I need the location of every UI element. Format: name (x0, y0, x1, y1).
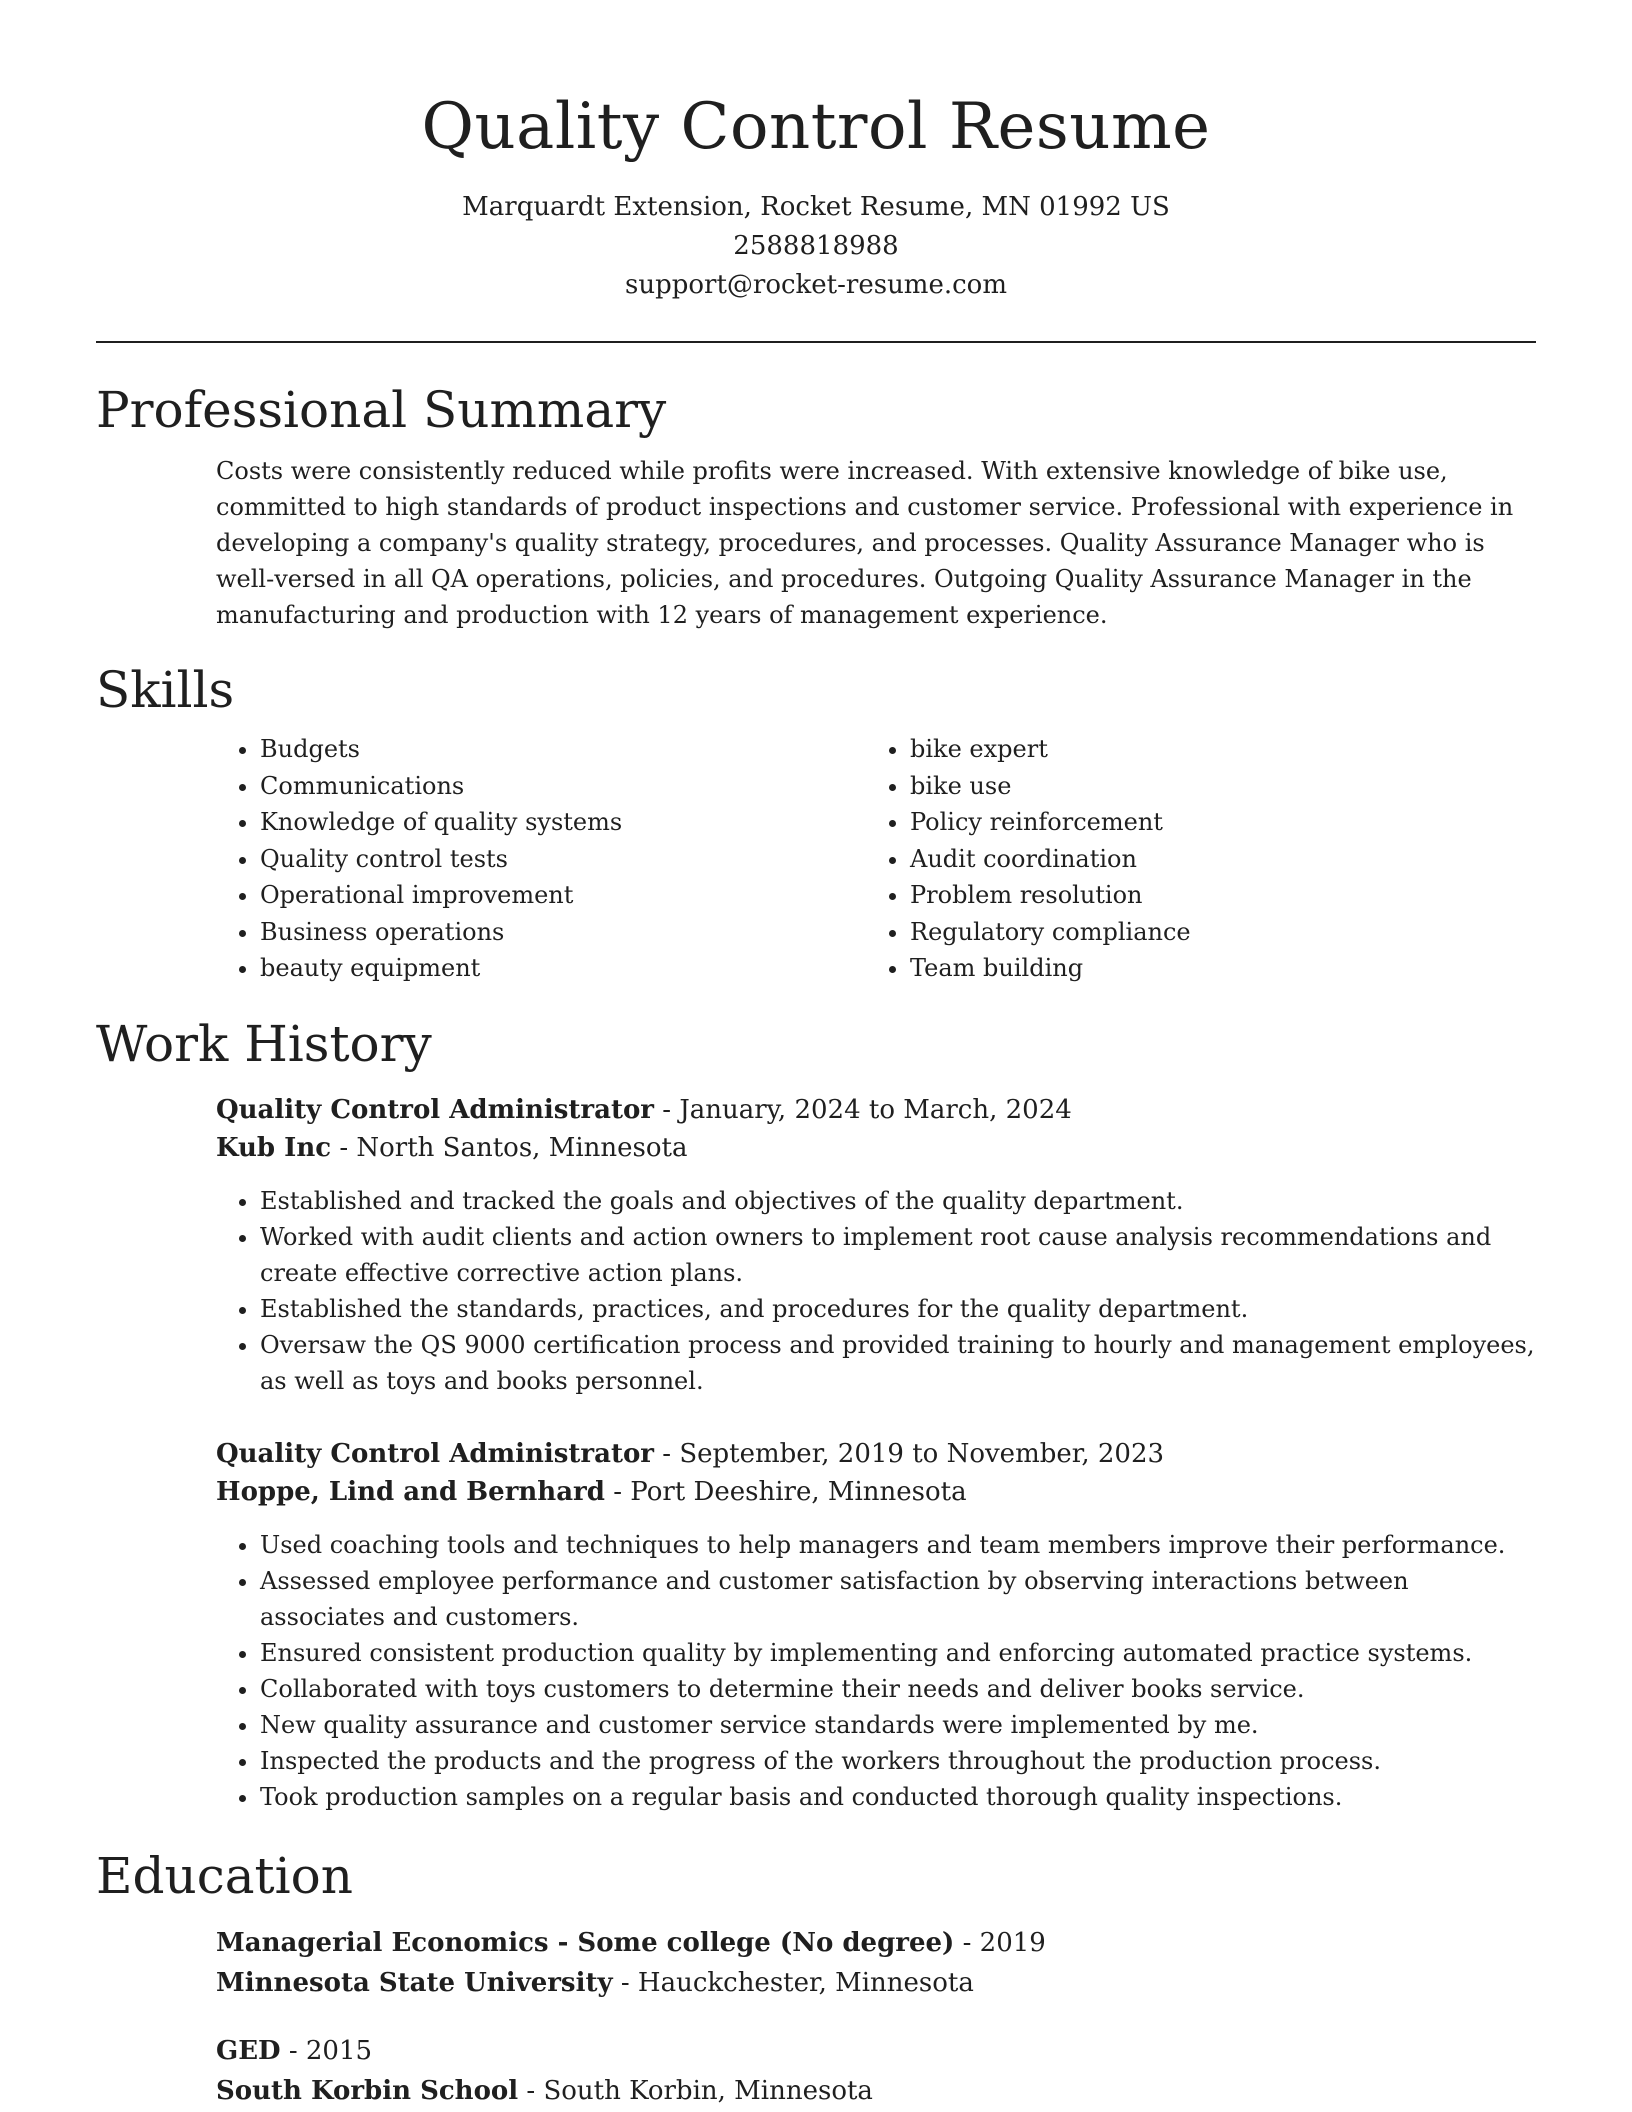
phone: 2588818988 (733, 231, 899, 261)
job-bullet: • Ensured consistent production quality by implementing and enforcing automated practice systems. (260, 1635, 1536, 1671)
education-year: - 2019 (954, 1927, 1046, 1958)
skill-item: • Quality control tests (260, 841, 866, 878)
skill-item: • Operational improvement (260, 877, 866, 914)
job-company-line (216, 1129, 1536, 1167)
job-bullet: • Took production samples on a regular basis and conducted thorough quality inspections. (260, 1779, 1536, 1815)
job-bullet: • New quality assurance and customer service standards were implemented by me. (260, 1707, 1536, 1743)
job-company: Kub Inc (216, 1132, 332, 1163)
summary-section (0, 379, 1632, 633)
education-entry (216, 1923, 1536, 2003)
job-bullet: • Assessed employee performance and customer satisfaction by observing interactions between associates and customers. (260, 1563, 1536, 1635)
education-degree: GED (216, 2035, 281, 2066)
education-school: South Korbin School (216, 2075, 519, 2106)
job-company: Hoppe, Lind and Bernhard (216, 1476, 605, 1507)
job-dates: - January, 2024 to March, 2024 (654, 1094, 1072, 1125)
job-bullets (216, 1527, 1536, 1815)
skill-item: • Team building (910, 950, 1516, 987)
job-entry (216, 1435, 1536, 1815)
resume-header (0, 0, 1632, 305)
skill-item: • bike expert (910, 731, 1516, 768)
education-section (0, 1845, 1632, 2111)
education-degree-line (216, 2031, 1536, 2071)
skill-item: • Budgets (260, 731, 866, 768)
education-heading: Education (96, 1846, 353, 1905)
job-title-line (216, 1435, 1536, 1473)
email: support@rocket-resume.com (624, 270, 1007, 300)
education-location: - South Korbin, Minnesota (518, 2075, 873, 2106)
education-degree-line (216, 1923, 1536, 1963)
job-bullets (216, 1183, 1536, 1399)
job-bullet: • Used coaching tools and techniques to help managers and team members improve their performance. (260, 1527, 1536, 1563)
job-title-line (216, 1091, 1536, 1129)
job-bullet: • Inspected the products and the progress of the workers throughout the production process. (260, 1743, 1536, 1779)
skill-item: • beauty equipment (260, 950, 866, 987)
education-location: - Hauckchester, Minnesota (612, 1967, 974, 1998)
work-history-heading: Work History (96, 1014, 432, 1073)
summary-text: Costs were consistently reduced while profits were increased. With extensive knowledge of bike use, committed to high standards of product inspections and customer service. Professional with experience in developing a company's quality strategy, procedures, and processes. Quality Assurance Manager who is well-versed in all QA operations, policies, and procedures. Outgoing Quality Assurance Manager in the manufacturing and production with 12 years of management experience. (216, 457, 1514, 629)
summary-heading: Professional Summary (96, 381, 667, 439)
job-bullet: • Collaborated with toys customers to determine their needs and deliver books service. (260, 1671, 1536, 1707)
job-location: - North Santos, Minnesota (331, 1132, 688, 1163)
education-school-line (216, 2071, 1536, 2111)
job-entry (216, 1091, 1536, 1399)
job-role: Quality Control Administrator (216, 1438, 655, 1469)
skill-item: • Knowledge of quality systems (260, 804, 866, 841)
job-bullet: • Worked with audit clients and action owners to implement root cause analysis recommendations and create effective corrective action plans. (260, 1219, 1536, 1291)
address: Marquardt Extension, Rocket Resume, MN 01992 US (462, 192, 1170, 222)
skill-item: • Business operations (260, 914, 866, 951)
skill-item: • Regulatory compliance (910, 914, 1516, 951)
education-year: - 2015 (280, 2035, 373, 2066)
job-dates: - September, 2019 to November, 2023 (654, 1438, 1165, 1469)
skills-column-2 (866, 731, 1516, 987)
contact-info (0, 188, 1632, 305)
job-bullet: • Established and tracked the goals and objectives of the quality department. (260, 1183, 1536, 1219)
job-role: Quality Control Administrator (216, 1094, 655, 1125)
education-school: Minnesota State University (216, 1967, 613, 1998)
skill-item: • Audit coordination (910, 841, 1516, 878)
resume-title: Quality Control Resume (421, 90, 1211, 164)
education-entry (216, 2031, 1536, 2111)
skills-columns (216, 731, 1536, 987)
work-history-section (0, 1013, 1632, 1815)
skills-section (0, 659, 1632, 987)
skill-item: • Problem resolution (910, 877, 1516, 914)
skill-item: • Communications (260, 768, 866, 805)
job-company-line (216, 1473, 1536, 1511)
education-degree: Managerial Economics - Some college (No degree) (216, 1927, 955, 1958)
skills-column-1 (216, 731, 866, 987)
skill-item: • bike use (910, 768, 1516, 805)
job-bullet: • Established the standards, practices, and procedures for the quality department. (260, 1291, 1536, 1327)
job-bullet: • Oversaw the QS 9000 certification process and provided training to hourly and management employees, as well as toys and books personnel. (260, 1327, 1536, 1399)
job-location: - Port Deeshire, Minnesota (604, 1476, 967, 1507)
skill-item: • Policy reinforcement (910, 804, 1516, 841)
header-divider (96, 341, 1536, 343)
education-school-line (216, 1963, 1536, 2003)
skills-heading: Skills (96, 661, 235, 719)
